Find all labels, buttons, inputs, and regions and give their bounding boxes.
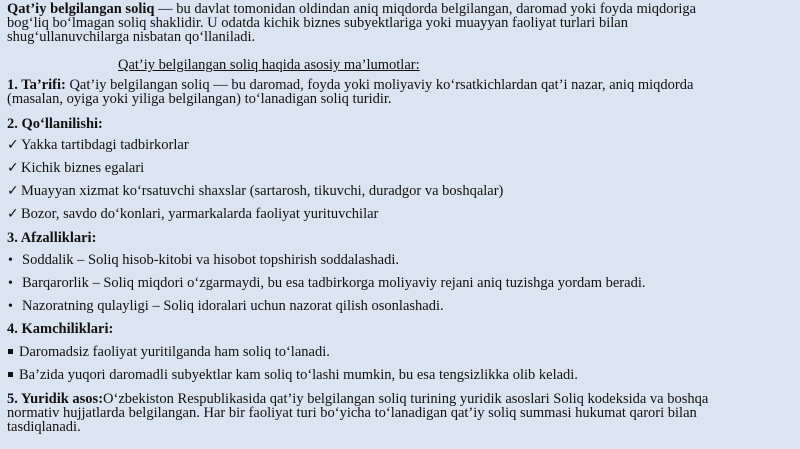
section-4-heading: 4. Kamchiliklari: — [7, 321, 114, 337]
list-item: Daromadsiz faoliyat yuritilganda ham soliq to‘lanadi. — [7, 344, 330, 360]
list-item: ✓ Bozor, savdo do‘konlari, yarmarkalarda faoliyat yurituvchilar — [7, 206, 379, 222]
list-item: ✓ Muayyan xizmat ko‘rsatuvchi shaxslar (sartarosh, tikuvchi, duradgor va boshqalar) — [7, 183, 504, 199]
bullet-icon: • — [8, 276, 13, 291]
checkmark-icon: ✓ — [7, 160, 19, 176]
intro-term: Qat’iy belgilangan soliq — [7, 1, 155, 17]
section-1-line-1: 1. Ta’rifi: Qat’iy belgilangan soliq — bu daromad, foyda yoki moliyaviy ko‘rsatkichlardan qat’i nazar, aniq miqdorda — [7, 77, 694, 93]
intro-line-1 — [7, 2, 792, 16]
section-3-heading: 3. Afzalliklari: — [7, 230, 97, 246]
section-5-line-3: tasdiqlanadi. — [7, 419, 81, 435]
section-2-heading: 2. Qo‘llanilishi: — [7, 116, 103, 132]
square-bullet-icon — [8, 372, 13, 377]
square-bullet-icon — [8, 349, 13, 354]
intro-line-3: shug‘ullanuvchilarga nisbatan qo‘llaniladi. — [7, 29, 256, 45]
list-item: • Barqarorlik – Soliq miqdori o‘zgarmaydi, bu esa tadbirkorga moliyaviy rejani aniq tuzishga yordam beradi. — [8, 275, 646, 291]
list-item: ✓ Kichik biznes egalari — [7, 160, 145, 176]
checkmark-icon: ✓ — [7, 183, 19, 199]
intro-line-2: bog‘liq bo‘lmagan soliq shaklidir. U odatda kichik biznes subyektlariga yoki muayyan faoliyat turlari bilan — [7, 15, 628, 31]
list-item: • Soddalik – Soliq hisob-kitobi va hisobot topshirish soddalashadi. — [8, 252, 399, 268]
subtitle: Qat’iy belgilangan soliq haqida asosiy ma’lumotlar: — [118, 57, 420, 73]
section-5-line-1: 5. Yuridik asos:O‘zbekiston Respublikasida qat’iy belgilangan soliq turining yuridik asoslari Soliq kodeksida va boshqa — [7, 391, 709, 407]
bullet-icon: • — [8, 253, 13, 268]
checkmark-icon: ✓ — [7, 206, 19, 222]
bullet-icon: • — [8, 299, 13, 314]
list-item: • Nazoratning qulayligi – Soliq idoralari uchun nazorat qilish osonlashadi. — [8, 298, 444, 314]
list-item: ✓ Yakka tartibdagi tadbirkorlar — [7, 137, 189, 153]
list-item: Ba’zida yuqori daromadli subyektlar kam soliq to‘lashi mumkin, bu esa tengsizlikka olib keladi. — [7, 367, 578, 383]
intro-text-1: — bu davlat tomonidan oldindan aniq miqdorda belgilangan, daromad yoki foyda miqdoriga — [154, 1, 697, 17]
section-5-heading: 5. Yuridik asos: — [7, 391, 104, 407]
section-1-line-2: (masalan, oyiga yoki yiliga belgilangan) to‘lanadigan soliq turidir. — [7, 91, 392, 107]
checkmark-icon: ✓ — [7, 137, 19, 153]
section-1-heading: 1. Ta’rifi: — [7, 77, 66, 93]
section-5-line-2: normativ hujjatlarda belgilangan. Har bir faoliyat turi bo‘yicha to‘lanadigan qat’iy soliq summasi hukumat qarori bilan — [7, 405, 697, 421]
